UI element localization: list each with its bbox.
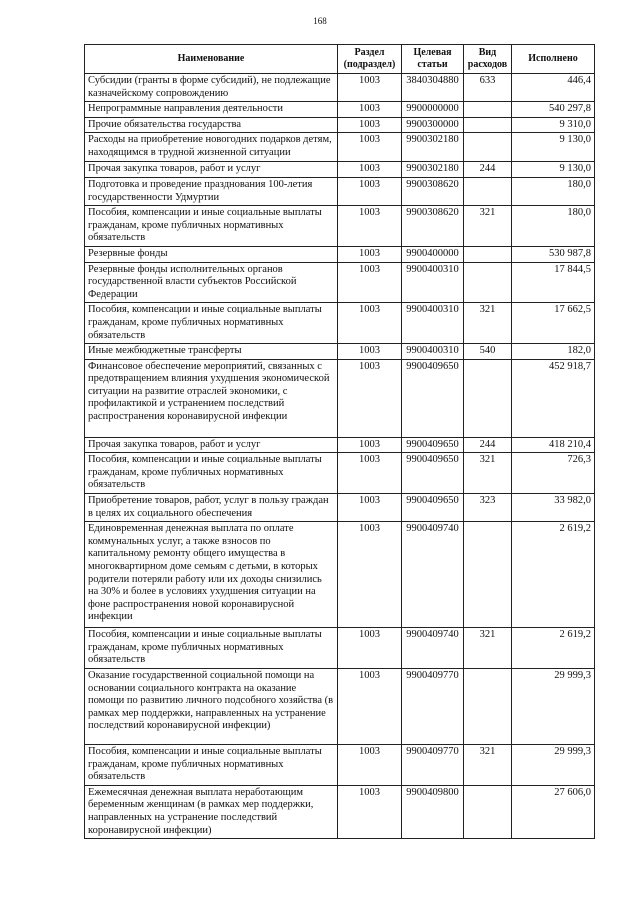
cell-amount: 17 844,5 <box>512 262 595 303</box>
cell-section: 1003 <box>338 246 402 262</box>
cell-amount: 17 662,5 <box>512 303 595 344</box>
table-row <box>85 262 595 303</box>
cell-amount: 418 210,4 <box>512 437 595 453</box>
cell-expense: 321 <box>464 453 512 494</box>
cell-target: 9900400000 <box>402 246 464 262</box>
table-row <box>85 522 595 628</box>
table-row <box>85 246 595 262</box>
cell-amount: 33 982,0 <box>512 494 595 522</box>
cell-target: 9900409740 <box>402 628 464 669</box>
cell-section: 1003 <box>338 177 402 205</box>
table-row <box>85 359 595 437</box>
cell-expense <box>464 177 512 205</box>
cell-name: Ежемесячная денежная выплата неработающим беременным женщинам (в рамках мер поддержки, направленных на устранение последствий коронавирусной инфекции) <box>85 785 338 838</box>
cell-amount: 29 999,3 <box>512 669 595 745</box>
cell-section: 1003 <box>338 262 402 303</box>
cell-target: 9900409770 <box>402 669 464 745</box>
cell-section: 1003 <box>338 162 402 178</box>
cell-name: Непрограммные направления деятельности <box>85 102 338 118</box>
table-row <box>85 785 595 838</box>
table-row <box>85 669 595 745</box>
cell-name: Резервные фонды исполнительных органов государственной власти субъектов Российской Федерации <box>85 262 338 303</box>
cell-section: 1003 <box>338 453 402 494</box>
cell-target: 9900409650 <box>402 453 464 494</box>
cell-name: Резервные фонды <box>85 246 338 262</box>
cell-name: Пособия, компенсации и иные социальные выплаты гражданам, кроме публичных нормативных обязательств <box>85 628 338 669</box>
cell-expense: 321 <box>464 206 512 247</box>
cell-target: 9900409650 <box>402 359 464 437</box>
cell-section: 1003 <box>338 117 402 133</box>
cell-target: 9900409800 <box>402 785 464 838</box>
cell-expense: 321 <box>464 745 512 786</box>
cell-name: Прочие обязательства государства <box>85 117 338 133</box>
table-header-row <box>85 45 595 74</box>
cell-expense: 321 <box>464 303 512 344</box>
cell-name: Прочая закупка товаров, работ и услуг <box>85 162 338 178</box>
cell-section: 1003 <box>338 359 402 437</box>
cell-expense: 323 <box>464 494 512 522</box>
cell-section: 1003 <box>338 74 402 102</box>
table-row <box>85 177 595 205</box>
cell-target: 9900302180 <box>402 133 464 162</box>
cell-target: 9900000000 <box>402 102 464 118</box>
table-row <box>85 745 595 786</box>
budget-table <box>84 44 595 839</box>
cell-amount: 726,3 <box>512 453 595 494</box>
table-row <box>85 628 595 669</box>
cell-name: Подготовка и проведение празднования 100-летия государственности Удмуртии <box>85 177 338 205</box>
cell-amount: 2 619,2 <box>512 628 595 669</box>
cell-amount: 9 130,0 <box>512 133 595 162</box>
header-section: Раздел (подраздел) <box>338 45 402 74</box>
header-expense: Вид расходов <box>464 45 512 74</box>
table-row <box>85 102 595 118</box>
table-row <box>85 437 595 453</box>
page-number: 168 <box>313 16 327 26</box>
table-row <box>85 494 595 522</box>
cell-name: Приобретение товаров, работ, услуг в пользу граждан в целях их социального обеспечения <box>85 494 338 522</box>
cell-name: Финансовое обеспечение мероприятий, связанных с предотвращением влияния ухудшения экономической ситуации на развитие отраслей экономики, с профилактикой и устранением последствий распространения коронавирусной инфекции <box>85 359 338 437</box>
cell-name: Пособия, компенсации и иные социальные выплаты гражданам, кроме публичных нормативных обязательств <box>85 453 338 494</box>
cell-target: 9900409770 <box>402 745 464 786</box>
cell-expense <box>464 785 512 838</box>
table-row <box>85 206 595 247</box>
cell-section: 1003 <box>338 437 402 453</box>
cell-amount: 9 310,0 <box>512 117 595 133</box>
cell-amount: 27 606,0 <box>512 785 595 838</box>
table-row <box>85 117 595 133</box>
header-name: Наименование <box>85 45 338 74</box>
cell-target: 9900400310 <box>402 344 464 360</box>
cell-amount: 540 297,8 <box>512 102 595 118</box>
cell-amount: 9 130,0 <box>512 162 595 178</box>
cell-expense <box>464 359 512 437</box>
cell-target: 9900308620 <box>402 206 464 247</box>
cell-section: 1003 <box>338 303 402 344</box>
cell-section: 1003 <box>338 206 402 247</box>
cell-name: Прочая закупка товаров, работ и услуг <box>85 437 338 453</box>
cell-expense <box>464 102 512 118</box>
cell-expense: 244 <box>464 162 512 178</box>
cell-expense <box>464 246 512 262</box>
cell-name: Расходы на приобретение новогодних подарков детям, находящимся в трудной жизненной ситуации <box>85 133 338 162</box>
cell-amount: 180,0 <box>512 206 595 247</box>
cell-expense <box>464 117 512 133</box>
table-row <box>85 74 595 102</box>
cell-target: 9900409650 <box>402 437 464 453</box>
cell-amount: 446,4 <box>512 74 595 102</box>
table-row <box>85 453 595 494</box>
cell-expense <box>464 669 512 745</box>
cell-target: 9900400310 <box>402 262 464 303</box>
cell-amount: 452 918,7 <box>512 359 595 437</box>
header-amount: Исполнено <box>512 45 595 74</box>
cell-section: 1003 <box>338 102 402 118</box>
cell-amount: 2 619,2 <box>512 522 595 628</box>
table-row <box>85 133 595 162</box>
cell-section: 1003 <box>338 522 402 628</box>
table-row <box>85 162 595 178</box>
cell-section: 1003 <box>338 628 402 669</box>
cell-target: 9900409740 <box>402 522 464 628</box>
cell-name: Пособия, компенсации и иные социальные выплаты гражданам, кроме публичных нормативных обязательств <box>85 745 338 786</box>
cell-target: 9900409650 <box>402 494 464 522</box>
cell-section: 1003 <box>338 785 402 838</box>
cell-expense: 244 <box>464 437 512 453</box>
cell-expense <box>464 133 512 162</box>
cell-target: 9900302180 <box>402 162 464 178</box>
cell-name: Субсидии (гранты в форме субсидий), не подлежащие казначейскому сопровождению <box>85 74 338 102</box>
cell-section: 1003 <box>338 494 402 522</box>
cell-name: Пособия, компенсации и иные социальные выплаты гражданам, кроме публичных нормативных обязательств <box>85 206 338 247</box>
cell-section: 1003 <box>338 344 402 360</box>
cell-name: Оказание государственной социальной помощи на основании социального контракта на оказание помощи по развитию личного подсобного хозяйства (в рамках мер поддержки, направленных на устранение последствий коронавирусной инфекции) <box>85 669 338 745</box>
cell-expense <box>464 262 512 303</box>
table-row <box>85 303 595 344</box>
table-row <box>85 344 595 360</box>
cell-name: Единовременная денежная выплата по оплате коммунальных услуг, а также взносов по капитальному ремонту общего имущества в многоквартирном доме семьям с детьми, в которых родители потеряли работу или их доходы снизились на 30% и более в условиях ухудшения ситуации на фоне распространения новой коронавирусной инфекции <box>85 522 338 628</box>
cell-amount: 530 987,8 <box>512 246 595 262</box>
cell-amount: 182,0 <box>512 344 595 360</box>
cell-expense <box>464 522 512 628</box>
cell-section: 1003 <box>338 669 402 745</box>
cell-amount: 180,0 <box>512 177 595 205</box>
cell-name: Пособия, компенсации и иные социальные выплаты гражданам, кроме публичных нормативных обязательств <box>85 303 338 344</box>
cell-amount: 29 999,3 <box>512 745 595 786</box>
header-target: Целевая статьи <box>402 45 464 74</box>
cell-target: 9900400310 <box>402 303 464 344</box>
cell-target: 3840304880 <box>402 74 464 102</box>
cell-target: 9900308620 <box>402 177 464 205</box>
cell-target: 9900300000 <box>402 117 464 133</box>
cell-section: 1003 <box>338 745 402 786</box>
cell-expense: 633 <box>464 74 512 102</box>
cell-expense: 321 <box>464 628 512 669</box>
cell-name: Иные межбюджетные трансферты <box>85 344 338 360</box>
cell-section: 1003 <box>338 133 402 162</box>
cell-expense: 540 <box>464 344 512 360</box>
